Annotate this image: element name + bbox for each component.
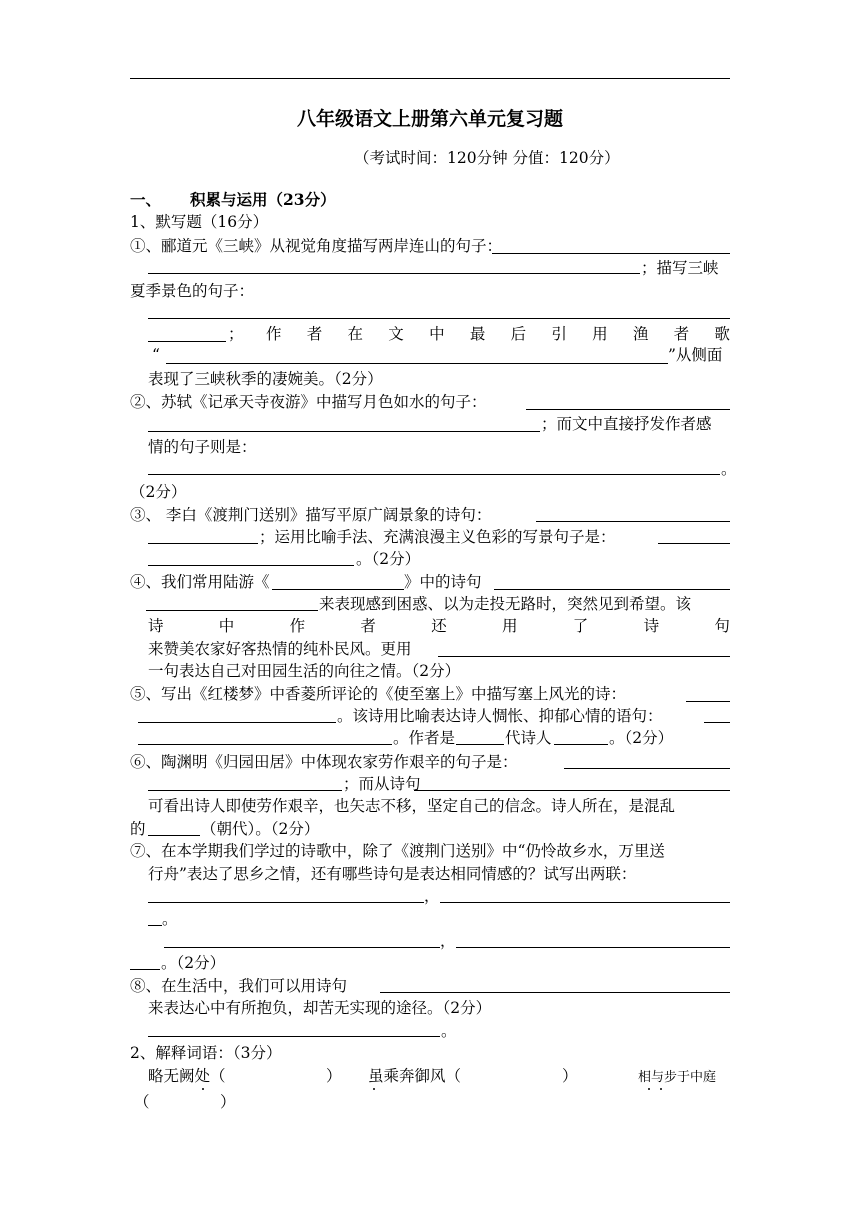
answer-blank[interactable] xyxy=(138,744,392,745)
answer-blank[interactable] xyxy=(526,409,730,410)
item-4-text: 来表现感到困惑、以为走投无路时，突然见到希望。该 xyxy=(319,595,692,613)
item-4-prompt: ④、我们常用陆游《 xyxy=(130,573,270,591)
item-2-text: 。 xyxy=(721,460,737,478)
item-1-text: 夏季景色的句子： xyxy=(130,282,255,300)
answer-blank[interactable] xyxy=(148,341,226,342)
vocab-word: 略无阙处（ xyxy=(148,1067,226,1085)
answer-blank[interactable] xyxy=(440,902,730,903)
answer-blank[interactable] xyxy=(414,790,730,791)
answer-blank[interactable] xyxy=(148,902,424,903)
question-1-heading: 1、默写题（16分） xyxy=(130,213,269,231)
answer-blank[interactable] xyxy=(164,947,440,948)
answer-blank[interactable] xyxy=(494,589,730,590)
item-3-text: 。（2分） xyxy=(356,550,421,568)
item-7-text: 。（2分） xyxy=(161,954,226,972)
item-8-text: 。 xyxy=(441,1022,457,1040)
item-5-text: 。（2分） xyxy=(609,729,674,747)
vocab-word: 虽乘奔御风（ xyxy=(368,1067,462,1085)
item-1-prompt: ①、郦道元《三峡》从视觉角度描写两岸连山的句子： xyxy=(130,237,503,255)
answer-blank[interactable] xyxy=(438,656,730,657)
answer-blank[interactable] xyxy=(272,589,404,590)
answer-blank[interactable] xyxy=(148,925,162,926)
item-2-prompt: ②、苏轼《记承天寺夜游》中描写月色如水的句子： xyxy=(130,393,487,411)
answer-blank[interactable] xyxy=(554,744,608,745)
answer-blank[interactable] xyxy=(148,474,720,475)
item-4-text: 》中的诗句 xyxy=(404,573,482,591)
item-8-prompt: ⑧、在生活中，我们可以用诗句 xyxy=(130,977,348,995)
comma: ， xyxy=(440,932,456,950)
item-5-text: 代诗人 xyxy=(505,729,552,747)
answer-blank[interactable] xyxy=(166,363,668,364)
emphasis-dot xyxy=(373,1088,375,1090)
spaced-text-row: 诗 中 作 者 还 用 了 诗 句 xyxy=(148,617,730,635)
item-4-text: 来赞美农家好客热情的纯朴民风。更用 xyxy=(148,640,412,658)
item-4-text: 一句表达自己对田园生活的向往之情。（2分） xyxy=(148,662,461,680)
answer-blank[interactable] xyxy=(456,744,504,745)
item-1-text: ；描写三峡 xyxy=(641,259,719,277)
answer-blank[interactable] xyxy=(148,431,540,432)
page-title: 八年级语文上册第六单元复习题 xyxy=(296,108,563,130)
vocab-paren: ） xyxy=(562,1067,578,1085)
emphasis-dot xyxy=(648,1088,650,1090)
item-2-text: 情的句子则是： xyxy=(148,438,257,456)
item-6-text: 的 xyxy=(130,820,146,838)
item-5-prompt: ⑤、写出《红楼梦》中香菱所评论的《使至塞上》中描写塞上风光的诗： xyxy=(130,685,627,703)
quote-open: “ xyxy=(152,346,160,364)
answer-blank[interactable] xyxy=(704,722,730,723)
item-6-text: ；而从诗句 xyxy=(343,775,421,793)
vocab-word: 相与步于中庭 xyxy=(638,1070,717,1085)
item-5-text: 。作者是 xyxy=(393,729,456,747)
exam-info: （考试时间：120分钟 分值：120分） xyxy=(354,149,620,167)
answer-blank[interactable] xyxy=(146,610,318,611)
answer-blank[interactable] xyxy=(492,253,730,254)
item-7-prompt: ⑦、在本学期我们学过的诗歌中，除了《渡荆门送别》中“仍怜故乡水，万里送 xyxy=(130,842,665,860)
answer-blank[interactable] xyxy=(380,992,730,993)
answer-blank[interactable] xyxy=(148,565,354,566)
question-2-heading: 2、解释词语：（3分） xyxy=(130,1044,282,1062)
answer-blank[interactable] xyxy=(658,543,730,544)
answer-blank[interactable] xyxy=(536,521,730,522)
item-6-text: 可看出诗人即使劳作艰辛，也矢志不移，坚定自己的信念。诗人所在，是混乱 xyxy=(148,797,676,815)
item-3-text: ；运用比喻手法、充满浪漫主义色彩的写景句子是： xyxy=(259,528,616,546)
answer-blank[interactable] xyxy=(148,273,640,274)
item-5-text: 。该诗用比喻表达诗人惆怅、抑郁心情的语句： xyxy=(337,707,663,725)
item-8-text: 来表达心中有所抱负，却苦无实现的途径。（2分） xyxy=(148,999,492,1017)
answer-blank[interactable] xyxy=(130,969,160,970)
section-heading: 积累与运用（23分） xyxy=(190,190,336,209)
item-3-prompt: ③、 李白《渡荆门送别》描写平原广阔景象的诗句： xyxy=(130,506,492,524)
item-6-prompt: ⑥、陶渊明《归园田居》中体现农家劳作艰辛的句子是： xyxy=(130,753,518,771)
item-1-text: ； xyxy=(228,325,244,343)
item-2-text: （2分） xyxy=(130,483,187,501)
vocab-paren: （ xyxy=(134,1093,150,1111)
emphasis-dot xyxy=(660,1088,662,1090)
section-number: 一、 xyxy=(130,190,162,209)
top-rule xyxy=(130,78,730,79)
answer-blank[interactable] xyxy=(148,1036,440,1037)
answer-blank[interactable] xyxy=(686,701,730,702)
item-1-text: 表现了三峡秋季的凄婉美。（2分） xyxy=(148,370,383,388)
answer-blank[interactable] xyxy=(148,790,342,791)
answer-blank[interactable] xyxy=(456,947,730,948)
comma: ， xyxy=(424,887,440,905)
item-6-text: （朝代）。（2分） xyxy=(201,820,320,838)
item-7-text: 。 xyxy=(162,910,178,928)
answer-blank[interactable] xyxy=(564,768,730,769)
vocab-paren: ） xyxy=(326,1067,342,1085)
answer-blank[interactable] xyxy=(148,318,730,319)
spaced-text-row: 作 者 在 文 中 最 后 引 用 渔 者 歌 xyxy=(266,325,730,343)
answer-blank[interactable] xyxy=(148,543,258,544)
item-2-text: ；而文中直接抒发作者感 xyxy=(541,415,712,433)
emphasis-dot xyxy=(202,1088,204,1090)
answer-blank[interactable] xyxy=(148,835,200,836)
item-7-text: 行舟”表达了思乡之情，还有哪些诗句是表达相同情感的？试写出两联： xyxy=(148,865,637,883)
vocab-paren: ） xyxy=(220,1093,236,1111)
answer-blank[interactable] xyxy=(138,722,336,723)
item-1-text: ”从侧面 xyxy=(668,346,723,364)
